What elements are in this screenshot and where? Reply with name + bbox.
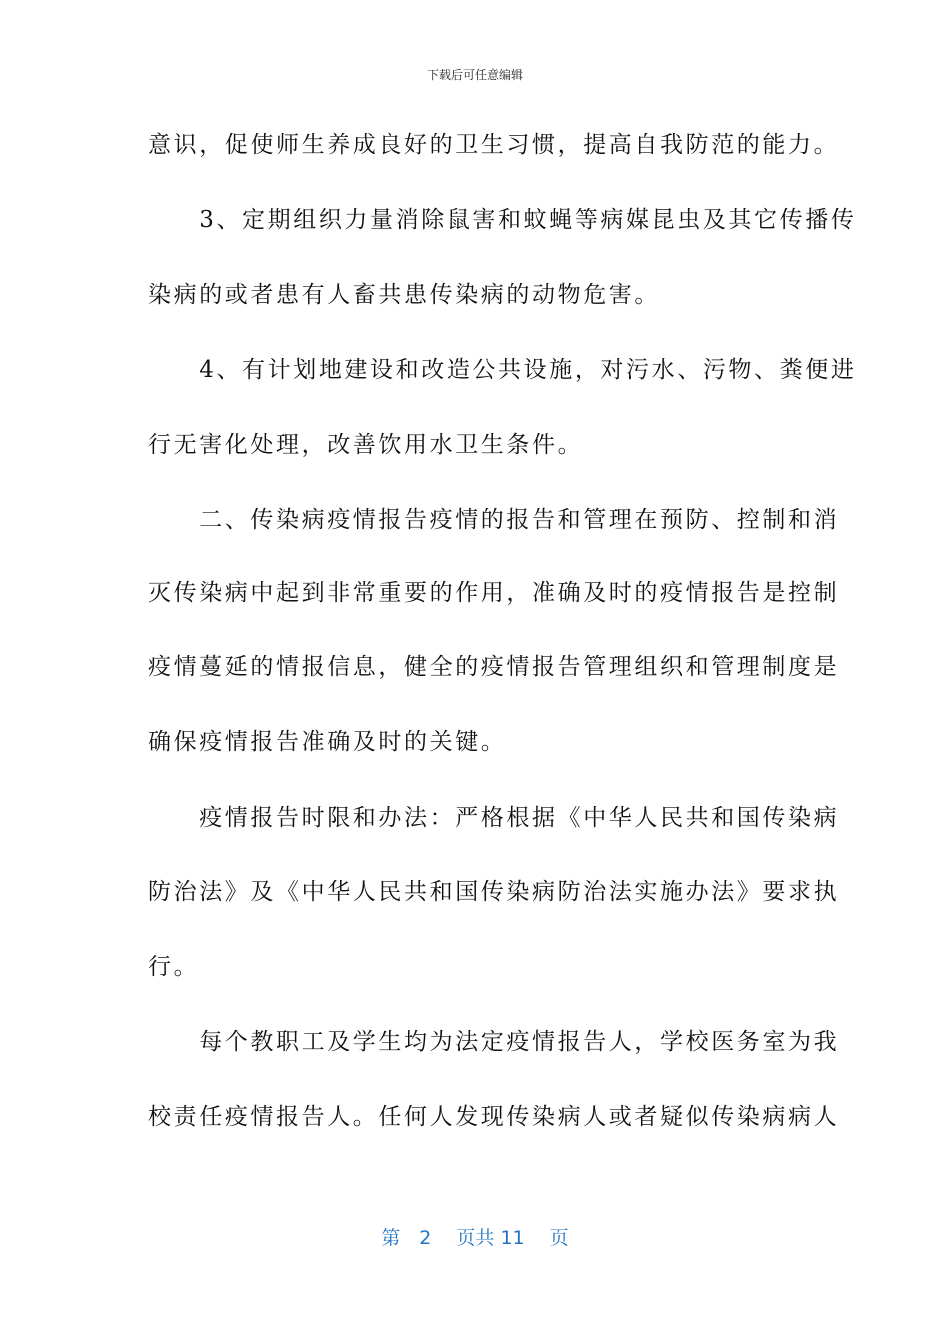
body-line: 意识，促使师生养成良好的卫生习惯，提高自我防范的能力。 xyxy=(148,132,840,158)
body-line: 防治法》及《中华人民共和国传染病防治法实施办法》要求执 xyxy=(148,879,840,905)
body-line: 确保疫情报告准确及时的关键。 xyxy=(148,729,507,755)
body-line: 行。 xyxy=(148,954,200,980)
body-line: 3、定期组织力量消除鼠害和蚊蝇等病媒昆虫及其它传播传 xyxy=(148,207,857,233)
body-line: 行无害化处理，改善饮用水卫生条件。 xyxy=(148,432,584,458)
body-line: 二、传染病疫情报告疫情的报告和管理在预防、控制和消 xyxy=(148,507,840,533)
body-line: 每个教职工及学生均为法定疫情报告人，学校医务室为我 xyxy=(148,1029,840,1055)
body-line: 校责任疫情报告人。任何人发现传染病人或者疑似传染病病人 xyxy=(148,1104,840,1130)
body-line: 染病的或者患有人畜共患传染病的动物危害。 xyxy=(148,282,660,308)
body-line: 4、有计划地建设和改造公共设施，对污水、污物、粪便进 xyxy=(148,357,857,383)
body-line: 疫情蔓延的情报信息，健全的疫情报告管理组织和管理制度是 xyxy=(148,654,840,680)
page-header: 下载后可任意编辑 xyxy=(426,68,523,82)
page-number-footer: 第 2 页共 11 页 xyxy=(381,1227,569,1249)
body-line: 灭传染病中起到非常重要的作用，准确及时的疫情报告是控制 xyxy=(148,580,840,606)
body-line: 疫情报告时限和办法：严格根据《中华人民共和国传染病 xyxy=(148,805,840,831)
